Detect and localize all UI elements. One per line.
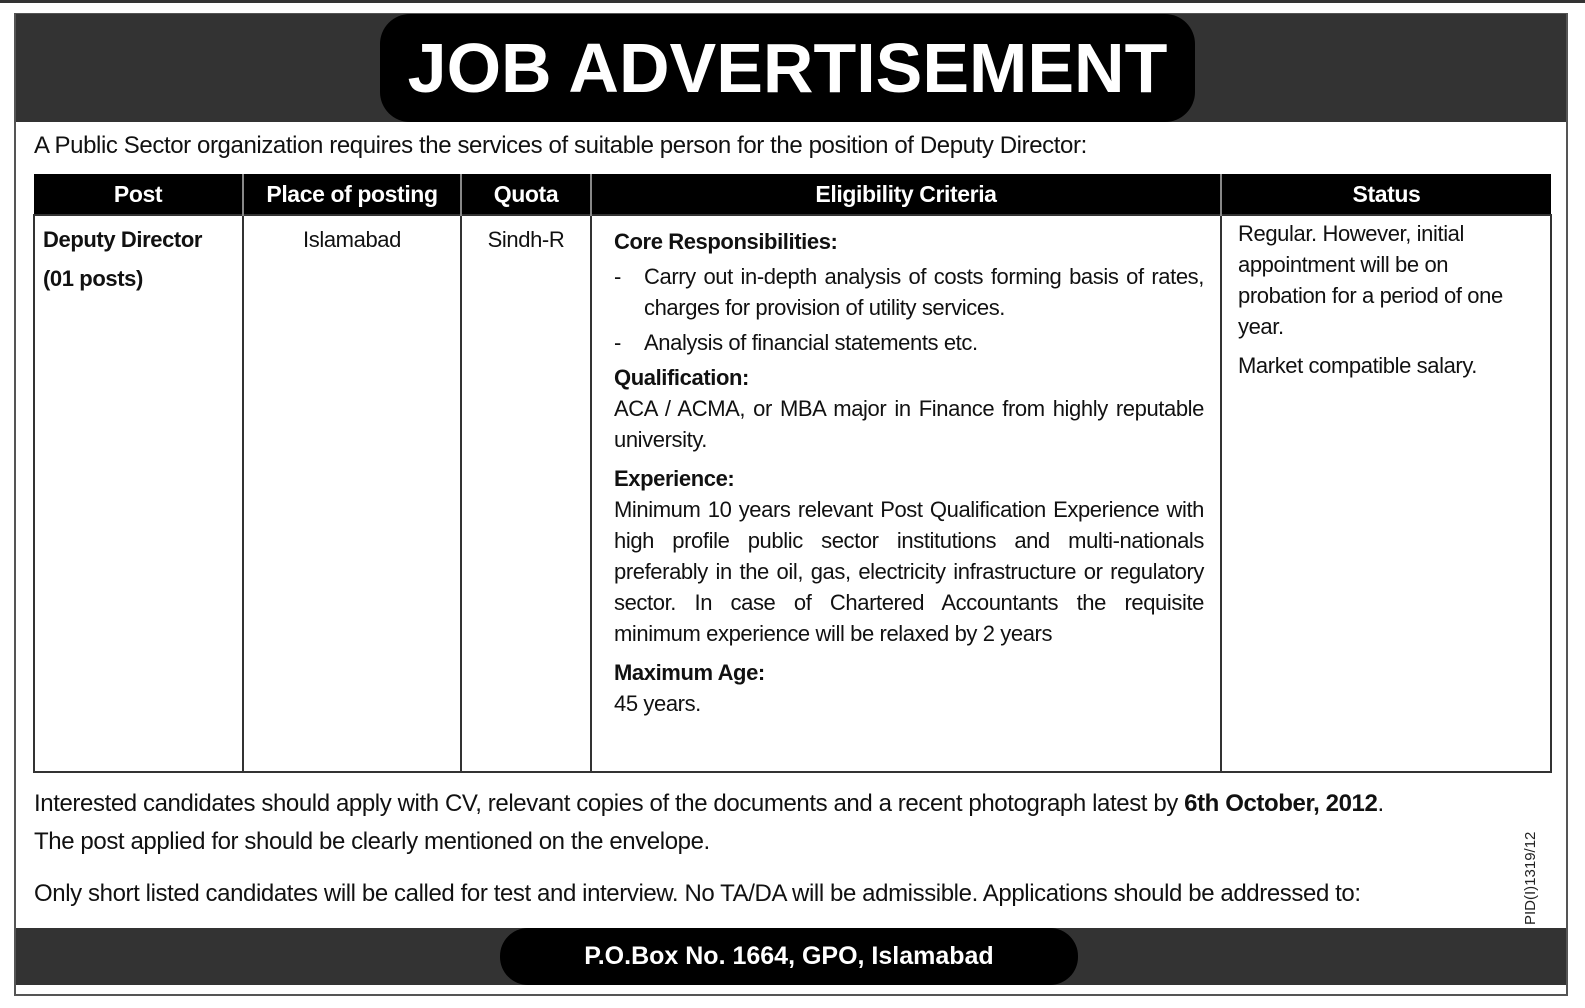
experience-heading: Experience: [614, 466, 735, 491]
qualification-heading: Qualification: [614, 365, 749, 390]
table-row [34, 215, 1551, 772]
intro-text: A Public Sector organization requires the services of suitable person for the position of Deputy Director: [34, 132, 1087, 159]
top-rule [0, 0, 1585, 3]
core-item-text: Analysis of financial statements etc. [644, 330, 978, 355]
header-status: Status [1221, 174, 1551, 215]
bullet-dash: - [614, 330, 621, 355]
header-place: Place of posting [243, 174, 461, 215]
bullet-dash: - [614, 264, 621, 289]
posts-count: (01 posts) [43, 266, 143, 291]
salary-text: Market compatible salary. [1238, 353, 1478, 378]
apply-text-end: . [1377, 790, 1384, 817]
post-cell [34, 215, 243, 772]
header-post: Post [34, 174, 243, 215]
core-item [614, 327, 1204, 358]
post-name: Deputy Director [43, 227, 203, 252]
place-cell: Islamabad [243, 215, 461, 772]
apply-text: Interested candidates should apply with CV, relevant copies of the documents and a recent photograph latest by [34, 790, 1185, 817]
quota-cell: Sindh-R [461, 215, 591, 772]
age-heading: Maximum Age: [614, 660, 765, 685]
deadline: 6th October, 2012 [1184, 790, 1378, 817]
status-text: Regular. However, initial appointment will be on probation for a period of one year. [1238, 221, 1503, 339]
status-cell [1221, 215, 1551, 772]
reference-number: PID(I)1319/12 [1522, 831, 1539, 925]
header-quota: Quota [461, 174, 591, 215]
table-header-row [34, 174, 1551, 215]
age-text: 45 years. [614, 691, 701, 716]
core-heading: Core Responsibilities: [614, 229, 838, 254]
qualification-text: ACA / ACMA, or MBA major in Finance from highly reputable university. [614, 396, 1204, 452]
job-table [33, 174, 1552, 773]
ad-title: JOB ADVERTISEMENT [380, 14, 1195, 122]
experience-text: Minimum 10 years relevant Post Qualification Experience with high profile public sector institutions and multi-nationals preferably in the oil, gas, electricity infrastructure or regulatory sector. In case of Chartered Accountants the requisite minimum experience will be relaxed by 2 years [614, 497, 1204, 646]
apply-instructions [34, 790, 1384, 818]
core-item-text: Carry out in-depth analysis of costs forming basis of rates, charges for provision of utility services. [644, 264, 1204, 320]
core-item [614, 261, 1204, 323]
header-eligibility: Eligibility Criteria [591, 174, 1221, 215]
envelope-note: The post applied for should be clearly mentioned on the envelope. [34, 828, 710, 855]
address: P.O.Box No. 1664, GPO, Islamabad [500, 928, 1078, 985]
shortlist-note: Only short listed candidates will be called for test and interview. No TA/DA will be admissible. Applications should be addressed to: [34, 880, 1361, 907]
eligibility-cell [591, 215, 1221, 772]
